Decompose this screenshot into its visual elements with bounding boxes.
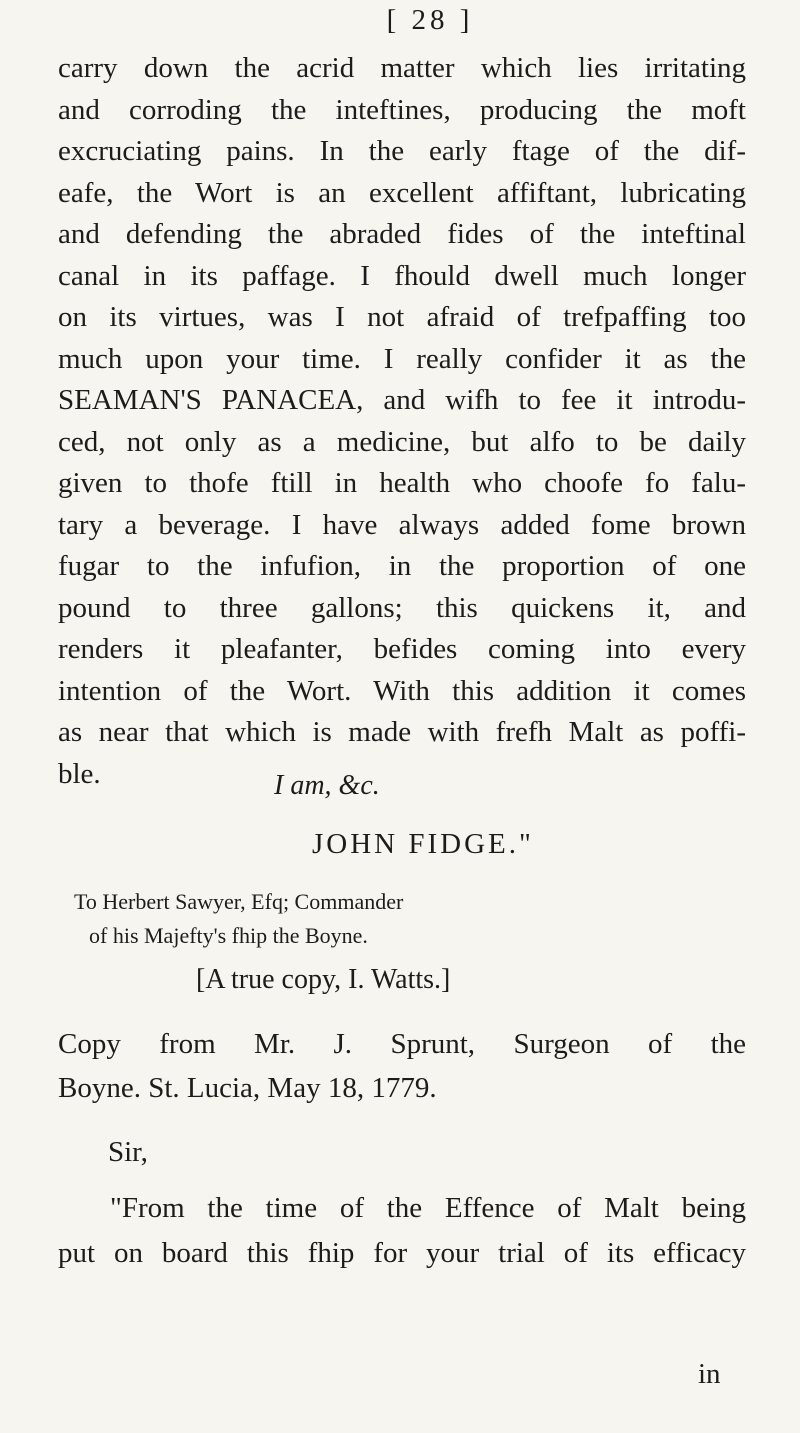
body-line: much upon your time. I really confider it as the: [58, 342, 746, 375]
body-line: and defending the abraded fides of the inteftinal: [58, 218, 746, 250]
address-block: [74, 885, 403, 953]
body-text: [58, 48, 746, 795]
body-line: on its virtues, was I not afraid of trefpaffing too: [58, 301, 746, 333]
catchword: in: [698, 1358, 721, 1390]
signoff: I am, &c.: [274, 770, 380, 801]
body-line: given to thofe ftill in health who choofe fo falu-: [58, 467, 746, 499]
page-number: [ 28 ]: [386, 4, 474, 36]
body-line: SEAMAN'S PANACEA, and wifh to fee it introdu-: [58, 384, 746, 416]
body-line: eafe, the Wort is an excellent affiftant, lubricating: [58, 176, 746, 209]
body-line: intention of the Wort. With this addition it comes: [58, 674, 746, 707]
copy-heading: [58, 1022, 746, 1110]
body-line: pound to three gallons; this quickens it, and: [58, 591, 746, 624]
address-line: of his Majefty's fhip the Boyne.: [89, 923, 368, 948]
letter-line: "From the time of the Effence of Malt being: [110, 1192, 746, 1224]
copy-heading-line: Copy from Mr. J. Sprunt, Surgeon of the: [58, 1028, 746, 1060]
signature: JOHN FIDGE.": [312, 828, 534, 860]
body-line: ced, not only as a medicine, but alfo to be daily: [58, 425, 746, 458]
letter-line: put on board this fhip for your trial of its efficacy: [58, 1237, 746, 1269]
body-line: fugar to the infufion, in the proportion of one: [58, 550, 746, 582]
salutation: Sir,: [108, 1136, 148, 1168]
body-line: as near that which is made with frefh Malt as poffi-: [58, 716, 746, 748]
address-line: To Herbert Sawyer, Efq; Commander: [74, 889, 404, 914]
body-line: ble.: [58, 757, 101, 790]
body-line: canal in its paffage. I fhould dwell much longer: [58, 259, 746, 292]
letter-text: [58, 1186, 746, 1276]
body-line: excruciating pains. In the early ftage of the dif-: [58, 135, 746, 167]
body-line: tary a beverage. I have always added fome brown: [58, 508, 746, 541]
body-line: and corroding the inteftines, producing the moft: [58, 93, 746, 126]
body-line: carry down the acrid matter which lies irritating: [58, 52, 746, 84]
copy-heading-line: Boyne. St. Lucia, May 18, 1779.: [58, 1072, 437, 1104]
copy-note: [A true copy, I. Watts.]: [196, 964, 451, 995]
body-line: renders it pleafanter, befides coming into every: [58, 633, 746, 665]
